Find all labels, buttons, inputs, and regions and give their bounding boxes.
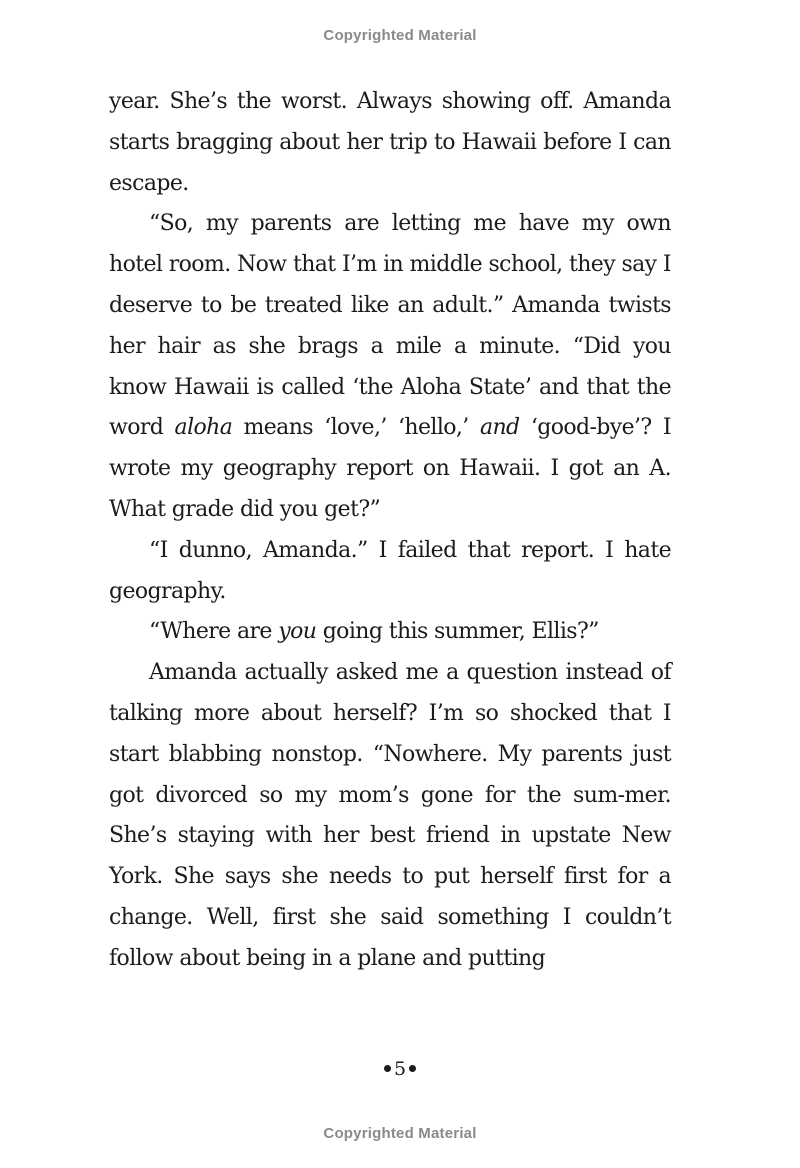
italic-run: you [278, 619, 317, 645]
paragraph [109, 82, 671, 204]
paragraph [109, 653, 671, 979]
text-run: ‘good-bye’? I wrote my geography report on Hawaii. I got an A. What grade did you get?” [109, 415, 671, 522]
bullet-dot-icon [384, 1065, 391, 1072]
text-run: year. She’s the worst. Always showing off. Amanda starts bragging about her trip to Hawaii before I can escape. [109, 89, 671, 196]
text-run: “So, my parents are letting me have my own hotel room. Now that I’m in middle school, they say I deserve to be treated like an adult.” Amanda twists her hair as she brags a mile a minute. “Did you know Hawaii is called ‘the Aloha State’ and that the word [109, 211, 671, 441]
italic-run: aloha [174, 415, 233, 441]
paragraph [109, 204, 671, 530]
text-run: means ‘love,’ ‘hello,’ [232, 415, 480, 441]
text-run: “I dunno, Amanda.” I failed that report. I hate geography. [109, 537, 671, 604]
body-text [109, 82, 671, 980]
paragraph [109, 612, 671, 653]
paragraph [109, 531, 671, 613]
text-run: Amanda actually asked me a question instead of talking more about herself? I’m so shocked that I start blabbing nonstop. “Nowhere. My parents just got divorced so my mom’s gone for the sum-mer. She’s staying with her best friend in upstate New York. She says she needs to put herself first for a change. Well, first she said something I couldn’t follow about being in a plane and putting [109, 660, 671, 971]
copyright-watermark-top: Copyrighted Material [323, 27, 477, 44]
text-run: “Where are [149, 619, 279, 645]
page-number-value: 5 [393, 1058, 407, 1080]
page-number [0, 1058, 800, 1080]
text-run: going this summer, Ellis?” [316, 619, 599, 645]
italic-run: and [479, 415, 520, 441]
bullet-dot-icon [409, 1065, 416, 1072]
copyright-watermark-bottom: Copyrighted Material [323, 1125, 477, 1142]
